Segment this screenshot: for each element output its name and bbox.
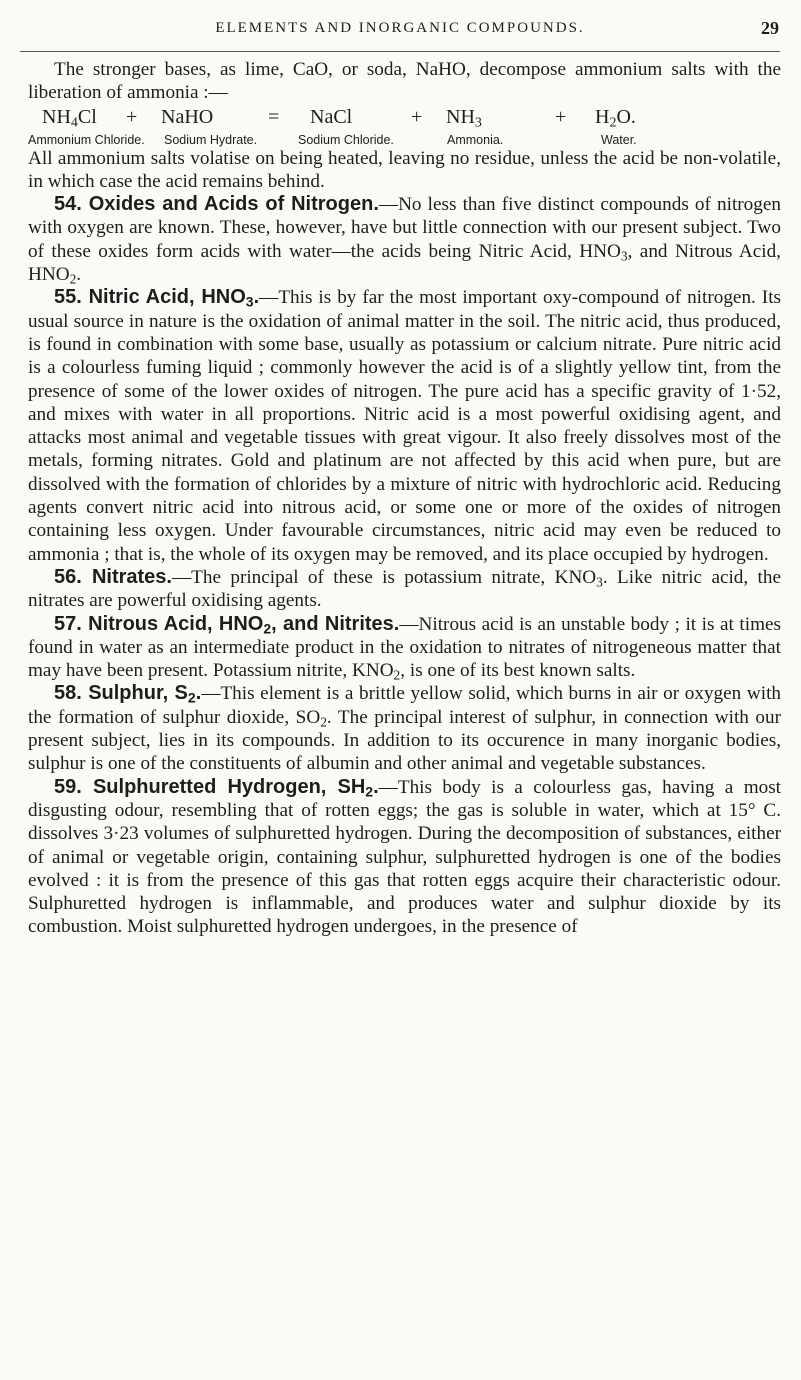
eq-plus: + <box>411 105 423 128</box>
eq-plus: + <box>555 105 567 128</box>
label-ammonia: Ammonia. <box>447 132 504 147</box>
label-ammonium-chloride: Ammonium Chloride. <box>28 132 145 147</box>
section-59: 59. Sulphuretted Hydrogen, $SH_2.—This$ body is a colourless gas, having a most disgusting odour, resembling that of rotten eggs; the gas is soluble in water, which at 15° C. dissolves 3·23 volumes of sulphuretted hydrogen. During the decomposition of substances, either of animal or vegetable origin, containing sulphur, sulphuretted hydrogen is one of the bodies evolved : it is from the presence of this gas that rotten eggs acquire their characteristic odour. Sulphuretted hydrogen is inflammable, and produces water and sulphur dioxide by its combustion. Moist sulphuretted hydrogen undergoes, in the presence of <box>28 775 782 938</box>
eq-ammonia: $NH_3$ <box>446 105 482 131</box>
section-55-heading: 55. Nitric Acid, $HNO_3$. <box>54 286 260 310</box>
section-54-heading: 54. Oxides and Acids of Nitrogen. <box>54 193 379 216</box>
eq-plus: + <box>126 105 138 128</box>
page-number: 29 <box>761 18 779 38</box>
eq-sodium-chloride: NaCl <box>310 105 353 128</box>
section-58: 58. Sulphur, $S_2.—This$ element is a brittle yellow solid, which burns in air or oxygen with the formation of sulphur dioxide, $SO_2$. The principal interest of sulphur, in connection with our present subject, lies in its compounds. In addition to its occurence in many inorganic bodies, sulphur is one of the constituents of albumin and other animal and vegetable substances. <box>28 682 781 775</box>
running-title: ELEMENTS AND INORGANIC COMPOUNDS. <box>215 20 585 36</box>
section-57: 57. Nitrous Acid, $HNO_2$, and Nitrites.—Nitrous acid is an unstable body ; it is at times found in water as an intermediate product in the oxidation to nitrates of nitrogeneous matter that may have been present. Potassium nitrite, $KNO_2$, is one of its best known salts. <box>28 612 781 683</box>
eq-water: $H_2O$. <box>595 105 636 131</box>
section-56: 56. Nitrates.—The principal of these is potassium nitrate, $KNO_3$. Like nitric acid, the nitrates are powerful oxidising agents. <box>28 565 782 612</box>
intro-paragraph: The stronger bases, as lime, CaO, or soda, NaHO, decompose ammonium salts with the liberation of ammonia :— <box>28 59 781 104</box>
section-57-heading: 57. Nitrous Acid, $HNO_2$, and Nitrites. <box>54 612 400 637</box>
body-text <box>28 58 781 939</box>
label-sodium-hydrate: Sodium Hydrate. <box>164 132 258 147</box>
header-rule <box>20 51 780 52</box>
section-56-heading: 56. Nitrates. <box>54 565 172 588</box>
eq-equals: = <box>268 105 280 128</box>
after-equation-paragraph: All ammonium salts volatise on being heated, leaving no residue, unless the acid be non-volatile, in which case the acid remains behind. <box>28 147 781 192</box>
section-58-heading: 58. Sulphur, $S_2$. <box>54 682 202 706</box>
label-sodium-chloride: Sodium Chloride. <box>298 132 394 147</box>
eq-sodium-hydrate: NaHO <box>161 105 214 128</box>
section-54: 54. Oxides and Acids of Nitrogen.—No less than five distinct compounds of nitrogen with oxygen are known. These, however, have but little connection with our present subject. Two of these oxides form acids with water—the acids being Nitric Acid, $HNO_3$, and Nitrous Acid, $HNO_2$. <box>28 193 781 287</box>
section-55: 55. Nitric Acid, $HNO_3.—This$ is by far the most important oxy-compound of nitrogen. Its usual source in nature is the oxidation of animal matter in the soil. The nitric acid, thus produced, is found in combination with some base, usually as potassium or calcium nitrate. Pure nitric acid is a colourless fuming liquid ; commonly however the acid is of a slightly yellow tint, from the presence of some of the lower oxides of nitrogen. The pure acid has a specific gravity of 1·52, and mixes with water in all proportions. Nitric acid is a most powerful oxidising agent, and attacks most animal and vegetable tissues with great vigour. It also freely dissolves most of the metals, forming nitrates. Gold and platinum are not affected by this acid when pure, but are dissolved with the formation of chlorides by a mixture of nitric with hydrochloric acid. Reducing agents convert nitric acid into nitrous acid, or some one or more of the oxides of nitrogen containing less oxygen. Under favourable circumstances, nitric acid may even be reduced to ammonia ; that is, the whole of its oxygen may be removed, and its place occupied by hydrogen. <box>28 286 781 565</box>
section-59-heading: 59. Sulphuretted Hydrogen, $SH_2$. <box>54 775 379 800</box>
label-water: Water. <box>601 132 637 147</box>
eq-ammonium-chloride: $NH_4Cl$ <box>42 105 97 131</box>
chemical-equation <box>28 105 781 147</box>
